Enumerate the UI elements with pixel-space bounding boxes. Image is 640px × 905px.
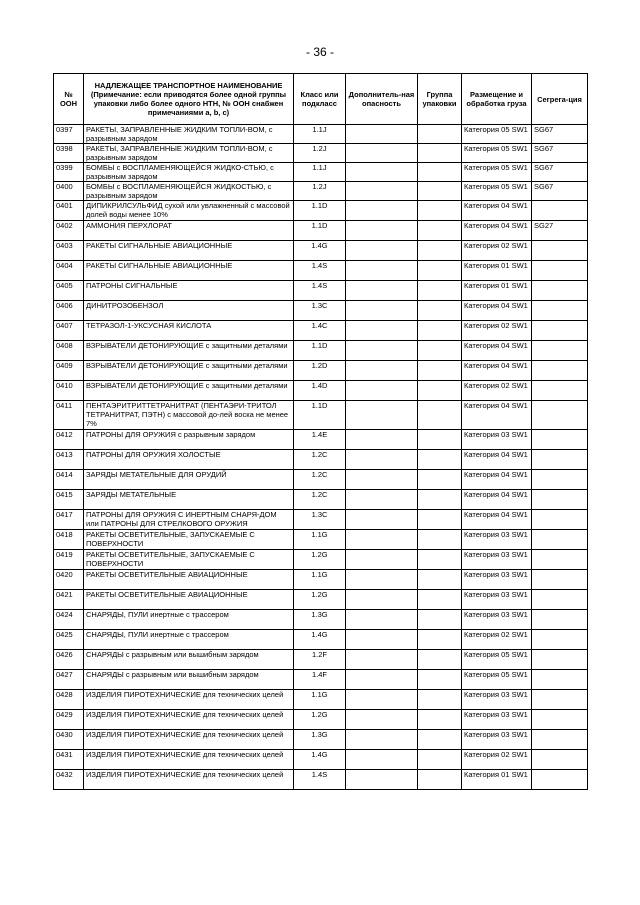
table-row bbox=[54, 281, 588, 301]
table-row bbox=[54, 730, 588, 750]
cell-name: РАКЕТЫ, ЗАПРАВЛЕННЫЕ ЖИДКИМ ТОПЛИ-ВОМ, с разрывным зарядом bbox=[84, 144, 294, 163]
table-row bbox=[54, 182, 588, 201]
cell-un: 0429 bbox=[54, 710, 84, 730]
cell-name: СНАРЯДЫ, ПУЛИ инертные с трассером bbox=[84, 630, 294, 650]
cell-subsidiary bbox=[346, 241, 418, 261]
cell-stowage: Категория 04 SW1 bbox=[462, 341, 532, 361]
cell-subsidiary bbox=[346, 610, 418, 630]
cell-packing-group bbox=[418, 630, 462, 650]
cell-un: 0400 bbox=[54, 182, 84, 201]
cell-segregation bbox=[532, 550, 588, 570]
cell-packing-group bbox=[418, 730, 462, 750]
cell-class: 1.1G bbox=[294, 530, 346, 550]
cell-packing-group bbox=[418, 510, 462, 530]
cell-class: 1.1D bbox=[294, 341, 346, 361]
cell-name: ИЗДЕЛИЯ ПИРОТЕХНИЧЕСКИЕ для технических целей bbox=[84, 770, 294, 790]
cell-subsidiary bbox=[346, 281, 418, 301]
cell-un: 0411 bbox=[54, 401, 84, 430]
cell-un: 0415 bbox=[54, 490, 84, 510]
cell-packing-group bbox=[418, 144, 462, 163]
table-row bbox=[54, 490, 588, 510]
table-row bbox=[54, 221, 588, 241]
cell-segregation: SG67 bbox=[532, 163, 588, 182]
cell-stowage: Категория 05 SW1 bbox=[462, 125, 532, 144]
cell-stowage: Категория 02 SW1 bbox=[462, 630, 532, 650]
cell-un: 0419 bbox=[54, 550, 84, 570]
cell-packing-group bbox=[418, 710, 462, 730]
cell-un: 0410 bbox=[54, 381, 84, 401]
table-row bbox=[54, 550, 588, 570]
cell-stowage: Категория 01 SW1 bbox=[462, 281, 532, 301]
cell-stowage: Категория 05 SW1 bbox=[462, 670, 532, 690]
cell-class: 1.4F bbox=[294, 670, 346, 690]
cell-stowage: Категория 04 SW1 bbox=[462, 401, 532, 430]
cell-un: 0402 bbox=[54, 221, 84, 241]
cell-subsidiary bbox=[346, 341, 418, 361]
cell-name: РАКЕТЫ ОСВЕТИТЕЛЬНЫЕ АВИАЦИОННЫЕ bbox=[84, 570, 294, 590]
cell-stowage: Категория 03 SW1 bbox=[462, 530, 532, 550]
cell-name: ИЗДЕЛИЯ ПИРОТЕХНИЧЕСКИЕ для технических целей bbox=[84, 710, 294, 730]
cell-name: ЗАРЯДЫ МЕТАТЕЛЬНЫЕ bbox=[84, 490, 294, 510]
cell-packing-group bbox=[418, 182, 462, 201]
cell-subsidiary bbox=[346, 490, 418, 510]
cell-stowage: Категория 04 SW1 bbox=[462, 221, 532, 241]
cell-subsidiary bbox=[346, 430, 418, 450]
cell-un: 0421 bbox=[54, 590, 84, 610]
cell-packing-group bbox=[418, 301, 462, 321]
cell-name: РАКЕТЫ ОСВЕТИТЕЛЬНЫЕ, ЗАПУСКАЕМЫЕ С ПОВЕРХНОСТИ bbox=[84, 530, 294, 550]
cell-subsidiary bbox=[346, 361, 418, 381]
cell-name: ВЗРЫВАТЕЛИ ДЕТОНИРУЮЩИЕ с защитными деталями bbox=[84, 341, 294, 361]
table-row bbox=[54, 670, 588, 690]
dangerous-goods-table bbox=[53, 73, 588, 790]
cell-name: ТЕТРАЗОЛ-1-УКСУСНАЯ КИСЛОТА bbox=[84, 321, 294, 341]
cell-subsidiary bbox=[346, 182, 418, 201]
cell-segregation bbox=[532, 361, 588, 381]
cell-segregation bbox=[532, 341, 588, 361]
cell-segregation bbox=[532, 590, 588, 610]
cell-packing-group bbox=[418, 750, 462, 770]
table-row bbox=[54, 610, 588, 630]
cell-subsidiary bbox=[346, 301, 418, 321]
cell-name: БОМБЫ с ВОСПЛАМЕНЯЮЩЕЙСЯ ЖИДКО-СТЬЮ, с разрывным зарядом bbox=[84, 163, 294, 182]
cell-class: 1.4G bbox=[294, 750, 346, 770]
table-row bbox=[54, 570, 588, 590]
cell-un: 0431 bbox=[54, 750, 84, 770]
cell-segregation bbox=[532, 281, 588, 301]
cell-subsidiary bbox=[346, 650, 418, 670]
cell-packing-group bbox=[418, 321, 462, 341]
cell-class: 1.1J bbox=[294, 125, 346, 144]
cell-segregation: SG67 bbox=[532, 125, 588, 144]
cell-name: СНАРЯДЫ с разрывным или вышибным зарядом bbox=[84, 670, 294, 690]
cell-name: СНАРЯДЫ с разрывным или вышибным зарядом bbox=[84, 650, 294, 670]
cell-class: 1.2D bbox=[294, 361, 346, 381]
cell-class: 1.4S bbox=[294, 261, 346, 281]
cell-subsidiary bbox=[346, 750, 418, 770]
cell-subsidiary bbox=[346, 550, 418, 570]
cell-un: 0409 bbox=[54, 361, 84, 381]
cell-subsidiary bbox=[346, 630, 418, 650]
cell-segregation bbox=[532, 470, 588, 490]
cell-name: ПЕНТАЭРИТРИТТЕТРАНИТРАТ (ПЕНТАЭРИ-ТРИТОЛ ТЕТРАНИТРАТ, ПЭТН) с массовой до-лей воска не менее 7% bbox=[84, 401, 294, 430]
cell-name: ПАТРОНЫ ДЛЯ ОРУЖИЯ С ИНЕРТНЫМ СНАРЯ-ДОМ или ПАТРОНЫ ДЛЯ СТРЕЛКОВОГО ОРУЖИЯ bbox=[84, 510, 294, 530]
cell-name: ПАТРОНЫ СИГНАЛЬНЫЕ bbox=[84, 281, 294, 301]
cell-stowage: Категория 03 SW1 bbox=[462, 610, 532, 630]
header-name bbox=[84, 74, 294, 125]
cell-stowage: Категория 02 SW1 bbox=[462, 321, 532, 341]
cell-segregation bbox=[532, 321, 588, 341]
cell-subsidiary bbox=[346, 401, 418, 430]
cell-un: 0403 bbox=[54, 241, 84, 261]
cell-subsidiary bbox=[346, 125, 418, 144]
cell-class: 1.2G bbox=[294, 550, 346, 570]
cell-class: 1.3G bbox=[294, 610, 346, 630]
cell-packing-group bbox=[418, 570, 462, 590]
cell-packing-group bbox=[418, 125, 462, 144]
table-row bbox=[54, 470, 588, 490]
cell-subsidiary bbox=[346, 470, 418, 490]
cell-name: ВЗРЫВАТЕЛИ ДЕТОНИРУЮЩИЕ с защитными деталями bbox=[84, 381, 294, 401]
cell-subsidiary bbox=[346, 730, 418, 750]
cell-stowage: Категория 05 SW1 bbox=[462, 650, 532, 670]
cell-un: 0405 bbox=[54, 281, 84, 301]
cell-class: 1.1D bbox=[294, 221, 346, 241]
cell-stowage: Категория 04 SW1 bbox=[462, 510, 532, 530]
cell-packing-group bbox=[418, 550, 462, 570]
cell-un: 0428 bbox=[54, 690, 84, 710]
cell-class: 1.2G bbox=[294, 590, 346, 610]
cell-class: 1.1D bbox=[294, 201, 346, 221]
cell-un: 0406 bbox=[54, 301, 84, 321]
cell-subsidiary bbox=[346, 450, 418, 470]
cell-subsidiary bbox=[346, 770, 418, 790]
cell-packing-group bbox=[418, 530, 462, 550]
cell-class: 1.4S bbox=[294, 281, 346, 301]
table-row bbox=[54, 770, 588, 790]
cell-stowage: Категория 03 SW1 bbox=[462, 430, 532, 450]
header-name-note: (Примечание: если приводятся более одной группы упаковки либо более одного НТН, № ООН снабжен примечаниями a, b, c) bbox=[90, 90, 287, 117]
cell-class: 1.2J bbox=[294, 182, 346, 201]
cell-class: 1.2F bbox=[294, 650, 346, 670]
cell-segregation bbox=[532, 401, 588, 430]
cell-un: 0420 bbox=[54, 570, 84, 590]
cell-name: СНАРЯДЫ, ПУЛИ инертные с трассером bbox=[84, 610, 294, 630]
cell-class: 1.3G bbox=[294, 730, 346, 750]
table-row bbox=[54, 125, 588, 144]
cell-stowage: Категория 03 SW1 bbox=[462, 570, 532, 590]
cell-name: ИЗДЕЛИЯ ПИРОТЕХНИЧЕСКИЕ для технических целей bbox=[84, 690, 294, 710]
cell-packing-group bbox=[418, 281, 462, 301]
header-packing-group: Группа упаковки bbox=[418, 74, 462, 125]
cell-subsidiary bbox=[346, 144, 418, 163]
cell-segregation bbox=[532, 750, 588, 770]
cell-stowage: Категория 05 SW1 bbox=[462, 163, 532, 182]
cell-segregation: SG27 bbox=[532, 221, 588, 241]
cell-un: 0397 bbox=[54, 125, 84, 144]
cell-un: 0427 bbox=[54, 670, 84, 690]
header-un: № ООН bbox=[54, 74, 84, 125]
cell-name: РАКЕТЫ ОСВЕТИТЕЛЬНЫЕ, ЗАПУСКАЕМЫЕ С ПОВЕРХНОСТИ bbox=[84, 550, 294, 570]
header-subsidiary: Дополнитель-ная опасность bbox=[346, 74, 418, 125]
cell-un: 0412 bbox=[54, 430, 84, 450]
cell-subsidiary bbox=[346, 570, 418, 590]
table-row bbox=[54, 690, 588, 710]
cell-packing-group bbox=[418, 490, 462, 510]
cell-stowage: Категория 04 SW1 bbox=[462, 201, 532, 221]
cell-name: АММОНИЯ ПЕРХЛОРАТ bbox=[84, 221, 294, 241]
cell-segregation bbox=[532, 710, 588, 730]
cell-stowage: Категория 05 SW1 bbox=[462, 182, 532, 201]
cell-segregation bbox=[532, 450, 588, 470]
cell-stowage: Категория 02 SW1 bbox=[462, 750, 532, 770]
cell-stowage: Категория 04 SW1 bbox=[462, 490, 532, 510]
cell-name: ВЗРЫВАТЕЛИ ДЕТОНИРУЮЩИЕ с защитными деталями bbox=[84, 361, 294, 381]
table-row bbox=[54, 750, 588, 770]
cell-stowage: Категория 03 SW1 bbox=[462, 550, 532, 570]
cell-segregation bbox=[532, 690, 588, 710]
table-row bbox=[54, 630, 588, 650]
cell-segregation bbox=[532, 510, 588, 530]
cell-segregation bbox=[532, 381, 588, 401]
table-row bbox=[54, 530, 588, 550]
cell-segregation bbox=[532, 490, 588, 510]
cell-class: 1.3C bbox=[294, 301, 346, 321]
cell-stowage: Категория 04 SW1 bbox=[462, 470, 532, 490]
cell-segregation bbox=[532, 770, 588, 790]
cell-class: 1.2J bbox=[294, 144, 346, 163]
cell-name: РАКЕТЫ СИГНАЛЬНЫЕ АВИАЦИОННЫЕ bbox=[84, 261, 294, 281]
cell-subsidiary bbox=[346, 710, 418, 730]
cell-class: 1.4G bbox=[294, 630, 346, 650]
cell-packing-group bbox=[418, 261, 462, 281]
table-row bbox=[54, 361, 588, 381]
cell-packing-group bbox=[418, 670, 462, 690]
cell-name: БОМБЫ с ВОСПЛАМЕНЯЮЩЕЙСЯ ЖИДКОСТЬЮ, с разрывным зарядом bbox=[84, 182, 294, 201]
cell-stowage: Категория 03 SW1 bbox=[462, 730, 532, 750]
cell-packing-group bbox=[418, 401, 462, 430]
page-number: - 36 - bbox=[305, 45, 334, 59]
cell-stowage: Категория 03 SW1 bbox=[462, 590, 532, 610]
cell-packing-group bbox=[418, 450, 462, 470]
cell-un: 0398 bbox=[54, 144, 84, 163]
cell-packing-group bbox=[418, 221, 462, 241]
cell-stowage: Категория 03 SW1 bbox=[462, 690, 532, 710]
cell-class: 1.2G bbox=[294, 710, 346, 730]
cell-un: 0424 bbox=[54, 610, 84, 630]
cell-class: 1.1G bbox=[294, 690, 346, 710]
cell-name: ДИПИКРИЛСУЛЬФИД сухой или увлажненный с массовой долей воды менее 10% bbox=[84, 201, 294, 221]
cell-segregation bbox=[532, 261, 588, 281]
cell-segregation: SG67 bbox=[532, 182, 588, 201]
cell-packing-group bbox=[418, 650, 462, 670]
cell-subsidiary bbox=[346, 590, 418, 610]
cell-class: 1.4E bbox=[294, 430, 346, 450]
cell-packing-group bbox=[418, 770, 462, 790]
cell-class: 1.4D bbox=[294, 381, 346, 401]
table-row bbox=[54, 241, 588, 261]
cell-segregation bbox=[532, 241, 588, 261]
cell-stowage: Категория 02 SW1 bbox=[462, 381, 532, 401]
cell-packing-group bbox=[418, 361, 462, 381]
cell-name: ДИНИТРОЗОБЕНЗОЛ bbox=[84, 301, 294, 321]
header-class: Класс или подкласс bbox=[294, 74, 346, 125]
cell-subsidiary bbox=[346, 381, 418, 401]
table-row bbox=[54, 590, 588, 610]
cell-class: 1.3C bbox=[294, 510, 346, 530]
cell-packing-group bbox=[418, 470, 462, 490]
cell-subsidiary bbox=[346, 530, 418, 550]
cell-stowage: Категория 04 SW1 bbox=[462, 361, 532, 381]
cell-name: ЗАРЯДЫ МЕТАТЕЛЬНЫЕ ДЛЯ ОРУДИЙ bbox=[84, 470, 294, 490]
cell-stowage: Категория 04 SW1 bbox=[462, 301, 532, 321]
cell-stowage: Категория 01 SW1 bbox=[462, 770, 532, 790]
cell-subsidiary bbox=[346, 670, 418, 690]
table-row bbox=[54, 710, 588, 730]
cell-stowage: Категория 01 SW1 bbox=[462, 261, 532, 281]
cell-un: 0425 bbox=[54, 630, 84, 650]
cell-packing-group bbox=[418, 241, 462, 261]
cell-class: 1.4C bbox=[294, 321, 346, 341]
cell-un: 0401 bbox=[54, 201, 84, 221]
cell-subsidiary bbox=[346, 321, 418, 341]
cell-class: 1.2C bbox=[294, 470, 346, 490]
header-segregation: Сегрега-ция bbox=[532, 74, 588, 125]
cell-subsidiary bbox=[346, 261, 418, 281]
cell-segregation bbox=[532, 730, 588, 750]
table-row bbox=[54, 321, 588, 341]
cell-segregation bbox=[532, 670, 588, 690]
cell-name: ИЗДЕЛИЯ ПИРОТЕХНИЧЕСКИЕ для технических целей bbox=[84, 750, 294, 770]
cell-class: 1.1G bbox=[294, 570, 346, 590]
table-row bbox=[54, 430, 588, 450]
table-header-row bbox=[54, 74, 588, 125]
table-row bbox=[54, 201, 588, 221]
header-name-title: НАДЛЕЖАЩЕЕ ТРАНСПОРТНОЕ НАИМЕНОВАНИЕ bbox=[94, 81, 283, 90]
cell-segregation bbox=[532, 630, 588, 650]
cell-stowage: Категория 05 SW1 bbox=[462, 144, 532, 163]
cell-name: РАКЕТЫ СИГНАЛЬНЫЕ АВИАЦИОННЫЕ bbox=[84, 241, 294, 261]
cell-segregation bbox=[532, 430, 588, 450]
cell-un: 0430 bbox=[54, 730, 84, 750]
cell-un: 0417 bbox=[54, 510, 84, 530]
cell-name: РАКЕТЫ ОСВЕТИТЕЛЬНЫЕ АВИАЦИОННЫЕ bbox=[84, 590, 294, 610]
cell-un: 0408 bbox=[54, 341, 84, 361]
cell-stowage: Категория 04 SW1 bbox=[462, 450, 532, 470]
cell-un: 0399 bbox=[54, 163, 84, 182]
cell-subsidiary bbox=[346, 221, 418, 241]
table-row bbox=[54, 301, 588, 321]
cell-segregation bbox=[532, 301, 588, 321]
table-row bbox=[54, 381, 588, 401]
cell-packing-group bbox=[418, 430, 462, 450]
cell-segregation bbox=[532, 610, 588, 630]
cell-subsidiary bbox=[346, 163, 418, 182]
table-row bbox=[54, 261, 588, 281]
cell-un: 0418 bbox=[54, 530, 84, 550]
cell-subsidiary bbox=[346, 510, 418, 530]
cell-un: 0426 bbox=[54, 650, 84, 670]
cell-segregation bbox=[532, 530, 588, 550]
cell-class: 1.1D bbox=[294, 401, 346, 430]
table-row bbox=[54, 341, 588, 361]
cell-packing-group bbox=[418, 590, 462, 610]
table-row bbox=[54, 144, 588, 163]
cell-name: ПАТРОНЫ ДЛЯ ОРУЖИЯ с разрывным зарядом bbox=[84, 430, 294, 450]
cell-class: 1.1J bbox=[294, 163, 346, 182]
cell-un: 0414 bbox=[54, 470, 84, 490]
cell-packing-group bbox=[418, 163, 462, 182]
cell-name: РАКЕТЫ, ЗАПРАВЛЕННЫЕ ЖИДКИМ ТОПЛИ-ВОМ, с разрывным зарядом bbox=[84, 125, 294, 144]
cell-class: 1.4G bbox=[294, 241, 346, 261]
cell-name: ПАТРОНЫ ДЛЯ ОРУЖИЯ ХОЛОСТЫЕ bbox=[84, 450, 294, 470]
cell-un: 0413 bbox=[54, 450, 84, 470]
table-row bbox=[54, 510, 588, 530]
table-row bbox=[54, 450, 588, 470]
cell-stowage: Категория 03 SW1 bbox=[462, 710, 532, 730]
table-row bbox=[54, 650, 588, 670]
cell-packing-group bbox=[418, 381, 462, 401]
cell-class: 1.4S bbox=[294, 770, 346, 790]
cell-un: 0432 bbox=[54, 770, 84, 790]
cell-subsidiary bbox=[346, 690, 418, 710]
cell-segregation bbox=[532, 650, 588, 670]
cell-segregation bbox=[532, 201, 588, 221]
cell-un: 0404 bbox=[54, 261, 84, 281]
cell-class: 1.2C bbox=[294, 450, 346, 470]
cell-un: 0407 bbox=[54, 321, 84, 341]
cell-stowage: Категория 02 SW1 bbox=[462, 241, 532, 261]
cell-class: 1.2C bbox=[294, 490, 346, 510]
cell-packing-group bbox=[418, 610, 462, 630]
cell-name: ИЗДЕЛИЯ ПИРОТЕХНИЧЕСКИЕ для технических целей bbox=[84, 730, 294, 750]
header-stowage: Размещение и обработка груза bbox=[462, 74, 532, 125]
cell-packing-group bbox=[418, 690, 462, 710]
cell-packing-group bbox=[418, 201, 462, 221]
table-row bbox=[54, 163, 588, 182]
cell-segregation bbox=[532, 570, 588, 590]
cell-packing-group bbox=[418, 341, 462, 361]
cell-subsidiary bbox=[346, 201, 418, 221]
table-row bbox=[54, 401, 588, 430]
cell-segregation: SG67 bbox=[532, 144, 588, 163]
